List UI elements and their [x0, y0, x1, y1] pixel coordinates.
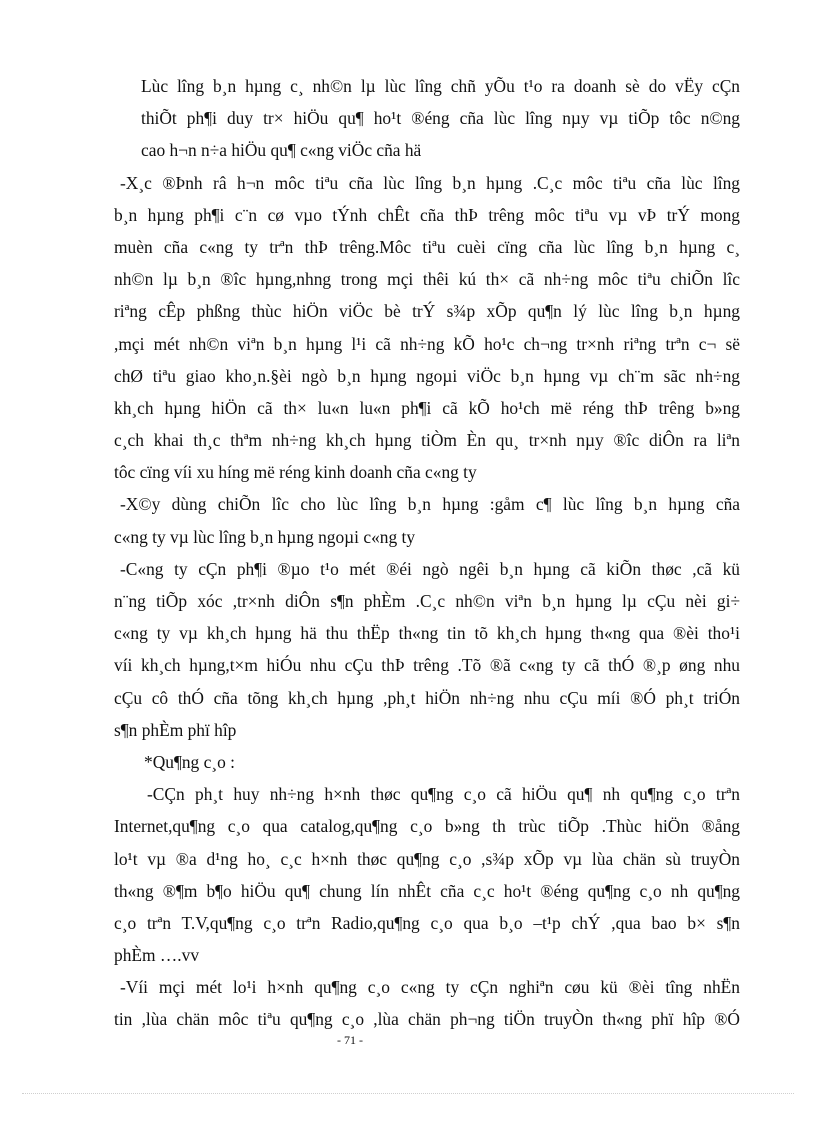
body-text	[114, 70, 740, 1036]
text-line: c«ng ty vµ lùc lîng b¸n hµng ngoµi c«ng ty	[114, 526, 416, 547]
text-line: c¸o trªn T.V,qu¶ng c¸o trªn Radio,qu¶ng c¸o qua b¸o –t¹p chÝ ,qua bao b× s¶n	[114, 912, 740, 933]
text-line: th«ng ®¶m b¶o hiÖu qu¶ chung lín nhÊt cña c¸c ho¹t ®éng qu¶ng c¸o nh qu¶ng	[114, 880, 740, 901]
text-line: -CÇn ph¸t huy nh÷ng h×nh thøc qu¶ng c¸o cã hiÖu qu¶ nh qu¶ng c¸o trªn	[147, 784, 740, 805]
text-line: ,mçi mét nh©n viªn b¸n hµng l¹i cã nh÷ng kÕ ho¹c ch¬ng tr×nh riªng trªn c¬ së	[114, 333, 740, 354]
text-line: thiÕt ph¶i duy tr× hiÖu qu¶ ho¹t ®éng cña lùc lîng nµy vµ tiÕp tôc n©ng	[141, 108, 740, 129]
text-line: phÈm ….vv	[114, 945, 200, 966]
text-line: -C«ng ty cÇn ph¶i ®µo t¹o mét ®éi ngò ngêi b¸n hµng cã kiÕn thøc ,cã kü	[120, 558, 740, 579]
section-heading: *Qu¶ng c¸o :	[144, 751, 235, 772]
page-bottom-divider	[22, 1093, 794, 1094]
text-line: lo¹t vµ ®a d¹ng ho¸ c¸c h×nh thøc qu¶ng c¸o ,s¾p xÕp vµ lùa chän sù truyÒn	[114, 848, 740, 869]
text-line: -X¸c ®Þnh râ h¬n môc tiªu cña lùc lîng b¸n hµng .C¸c môc tiªu cña lùc lîng	[120, 172, 740, 193]
text-line: kh¸ch hµng hiÖn cã th× lu«n lu«n ph¶i cã kÕ ho¹ch më réng thÞ trêng b»ng	[114, 397, 740, 418]
text-line: Internet,qu¶ng c¸o qua catalog,qu¶ng c¸o b»ng th trùc tiÕp .Thùc hiÖn ®ång	[114, 816, 740, 837]
text-line: tin ,lùa chän môc tiªu qu¶ng c¸o ,lùa chän ph¬ng tiÖn truyÒn th«ng phï hîp ®Ó	[114, 1009, 740, 1030]
text-line: cÇu cô thÓ cña tõng kh¸ch hµng ,ph¸t hiÖn nh÷ng nhu cÇu míi ®Ó ph¸t triÓn	[114, 687, 740, 708]
text-line: cao h¬n n÷a hiÖu qu¶ c«ng viÖc cña hä	[141, 140, 422, 161]
text-line: nh©n lµ b¸n ®îc hµng,nhng trong mçi thêi kú th× cã nh÷ng môc tiªu chiÕn lîc	[114, 269, 740, 290]
text-line: s¶n phÈm phï hîp	[114, 719, 237, 740]
text-line: -X©y dùng chiÕn lîc cho lùc lîng b¸n hµng :gåm c¶ lùc lîng b¸n hµng cña	[120, 494, 740, 515]
text-line: c«ng ty vµ kh¸ch hµng hä thu thËp th«ng tin tõ kh¸ch hµng th«ng qua ®èi tho¹i	[114, 623, 740, 644]
text-line: chØ tiªu giao kho¸n.§èi ngò b¸n hµng ngoµi viÖc b¸n hµng vµ ch¨m sãc nh÷ng	[114, 365, 740, 386]
text-line: b¸n hµng ph¶i c¨n cø vµo tÝnh chÊt cña thÞ trêng môc tiªu vµ vÞ trÝ mong	[114, 204, 740, 225]
text-line: víi kh¸ch hµng,t×m hiÓu nhu cÇu thÞ trêng .Tõ ®ã c«ng ty cã thÓ ®¸p øng nhu	[114, 655, 740, 676]
text-line: tôc cïng víi xu híng më réng kinh doanh cña c«ng ty	[114, 462, 477, 483]
text-line: riªng cÊp phßng thùc hiÖn viÖc bè trÝ s¾p xÕp qu¶n lý lùc lîng b¸n hµng	[114, 301, 740, 322]
text-line: -Víi mçi mét lo¹i h×nh qu¶ng c¸o c«ng ty cÇn nghiªn cøu kü ®èi tîng nhËn	[120, 977, 740, 998]
text-line: Lùc lîng b¸n hµng c¸ nh©n lµ lùc lîng chñ yÕu t¹o ra doanh sè do vËy cÇn	[141, 76, 740, 96]
text-line: n¨ng tiÕp xóc ,tr×nh diÔn s¶n phÈm .C¸c nh©n viªn b¸n hµng lµ cÇu nèi gi÷	[114, 591, 740, 611]
text-line: muèn cña c«ng ty trªn thÞ trêng.Môc tiªu cuèi cïng cña lùc lîng b¸n hµng c¸	[114, 236, 740, 257]
page-number: - 71 -	[337, 1033, 363, 1047]
text-line: c¸ch khai th¸c thªm nh÷ng kh¸ch hµng tiÒm Èn qu¸ tr×nh nµy ®îc diÔn ra liªn	[114, 430, 740, 451]
